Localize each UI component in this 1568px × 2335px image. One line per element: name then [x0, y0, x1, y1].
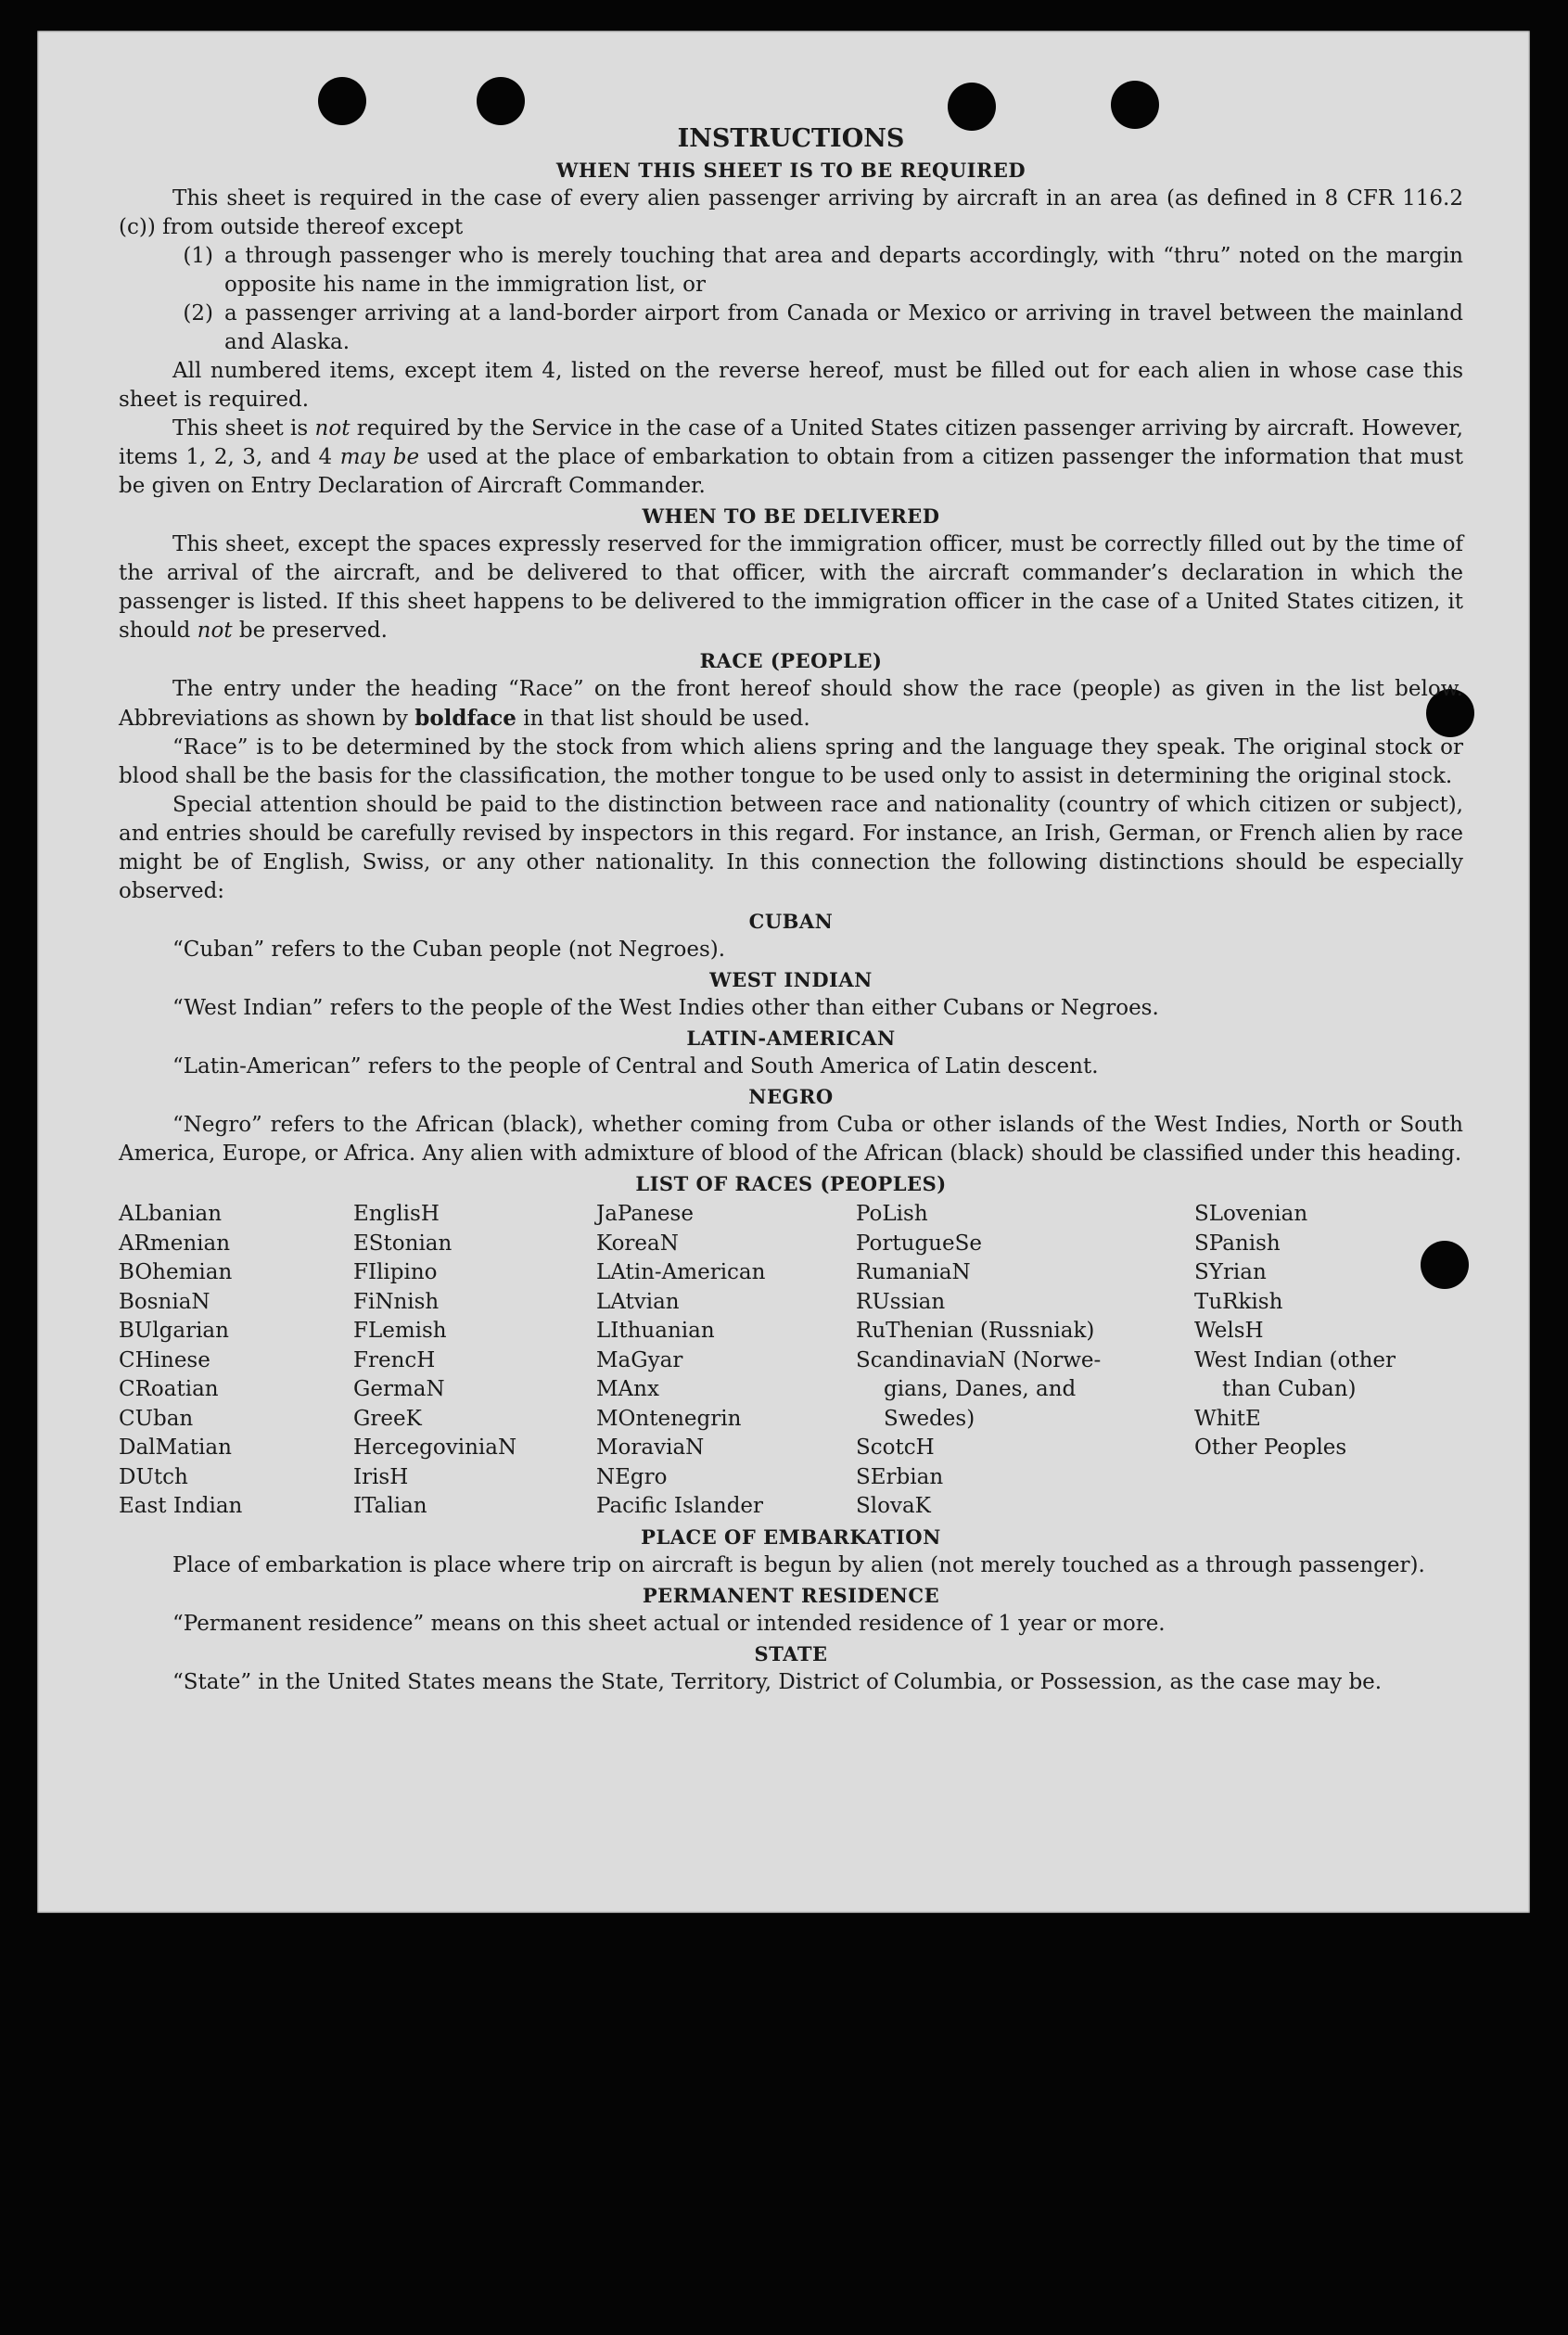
race-entry: LAtin-American — [596, 1260, 766, 1284]
races-column — [856, 1200, 1194, 1522]
race-entry: FLemish — [353, 1319, 447, 1343]
race-entry: BUlgarian — [119, 1319, 229, 1343]
races-table — [119, 1200, 1463, 1522]
race-entry: FrencH — [353, 1347, 436, 1372]
race-entry: GreeK — [353, 1406, 422, 1431]
race-paragraph-2: “Race” is to be determined by the stock from which aliens spring and the language they speak. The original stock or blood shall be the basis for the classification, the mother tongue to be used only to assist in determining the original stock. — [119, 735, 1463, 788]
item-number: (2) — [183, 301, 213, 325]
race-entry: BosniaN — [119, 1289, 210, 1314]
race-entry: PortugueSe — [856, 1231, 982, 1256]
race-entry: CUban — [119, 1406, 194, 1431]
required-intro: This sheet is required in the case of every alien passenger arriving by aircraft in an area (as defined in 8 CFR 116.2 (c)) from outside thereof except — [119, 186, 1463, 239]
heading-cuban: CUBAN — [748, 910, 834, 933]
race-entry: FIlipino — [353, 1260, 438, 1284]
heading-embarkation: PLACE OF EMBARKATION — [641, 1525, 941, 1549]
punch-hole — [318, 77, 366, 125]
race-entry: TuRkish — [1194, 1289, 1283, 1314]
race-entry: ITalian — [353, 1494, 427, 1518]
races-column — [1194, 1200, 1463, 1522]
race-entry: ScandinaviaN (Norwe- — [856, 1347, 1102, 1372]
race-entry: JaPanese — [596, 1202, 694, 1226]
race-entry: RuThenian (Russniak) — [856, 1319, 1095, 1343]
race-entry: Pacific Islander — [596, 1494, 764, 1518]
heading-required: WHEN THIS SHEET IS TO BE REQUIRED — [555, 159, 1026, 182]
race-entry: Swedes) — [884, 1406, 975, 1431]
race-paragraph-1: The entry under the heading “Race” on the front hereof should show the race (people) as given in the list below. Abbreviations as shown by boldface in that list should be used. — [119, 677, 1463, 731]
heading-state: STATE — [754, 1641, 828, 1665]
list-item — [119, 242, 1463, 300]
heading-residence: PERMANENT RESIDENCE — [642, 1583, 940, 1607]
race-entry: LAtvian — [596, 1289, 680, 1314]
race-entry: SYrian — [1194, 1260, 1267, 1284]
heading-race: RACE (PEOPLE) — [699, 649, 883, 672]
required-paragraph-3: This sheet is not required by the Service in the case of a United States citizen passenger arriving by aircraft. However, items 1, 2, 3, and 4 may be used at the place of embarkation to obtain from a citizen passenger the information that must be given on Entry Declaration of Aircraft Commander. — [119, 416, 1464, 498]
race-entry: WhitE — [1194, 1406, 1261, 1431]
race-entry: MoraviaN — [596, 1435, 705, 1460]
race-entry: SlovaK — [856, 1494, 931, 1518]
race-entry: RUssian — [856, 1289, 946, 1314]
embarkation-text: Place of embarkation is place where trip on aircraft is begun by alien (not merely touched as a through passenger). — [172, 1552, 1425, 1577]
race-paragraph-3: Special attention should be paid to the distinction between race and nationality (country of which citizen or subject), and entries should be carefully revised by inspectors in this regard. For instance, an Irish, German, or French alien by race might be of English, Swiss, or any other nationality. In this connection the following distinctions should be especially observed: — [119, 793, 1463, 903]
state-text: “State” in the United States means the State, Territory, District of Columbia, or Possession, as the case may be. — [172, 1669, 1383, 1694]
heading-latin-american: LATIN-AMERICAN — [686, 1027, 896, 1050]
race-entry: EnglisH — [353, 1202, 440, 1226]
race-entry: KoreaN — [596, 1231, 679, 1256]
race-entry: MaGyar — [596, 1347, 683, 1372]
race-entry: MAnx — [596, 1377, 659, 1401]
race-entry: BOhemian — [119, 1260, 233, 1284]
race-entry: East Indian — [119, 1494, 243, 1518]
race-entry: gians, Danes, and — [884, 1377, 1077, 1401]
punch-hole — [1111, 81, 1159, 129]
race-entry: Other Peoples — [1194, 1435, 1347, 1460]
race-entry: GermaN — [353, 1377, 445, 1401]
heading-negro: NEGRO — [748, 1085, 834, 1108]
race-entry: NEgro — [596, 1464, 668, 1489]
races-column — [353, 1200, 596, 1522]
item-text: a passenger arriving at a land-border airport from Canada or Mexico or arriving in travel between the mainland and Alaska. — [224, 301, 1463, 354]
delivered-paragraph: This sheet, except the spaces expressly reserved for the immigration officer, must be correctly filled out by the time of the arrival of the aircraft, and be delivered to that officer, with the aircraft commander’s declaration in which the passenger is listed. If this sheet happens to be delivered to the immigration officer in the case of a United States citizen, it should not be preserved. — [119, 532, 1463, 643]
race-entry: WelsH — [1194, 1319, 1264, 1343]
race-entry: ARmenian — [119, 1231, 231, 1256]
required-paragraph-2: All numbered items, except item 4, listed on the reverse hereof, must be filled out for each alien in whose case this sheet is required. — [119, 359, 1463, 412]
race-entry: RumaniaN — [856, 1260, 971, 1284]
race-entry: DUtch — [119, 1464, 188, 1489]
race-entry: SPanish — [1194, 1231, 1281, 1256]
list-item — [119, 300, 1463, 357]
races-column — [596, 1200, 856, 1522]
item-text: a through passenger who is merely touching that area and departs accordingly, with “thru” noted on the margin opposite his name in the immigration list, or — [224, 244, 1463, 297]
item-number: (1) — [183, 244, 213, 268]
latin-american-text: “Latin-American” refers to the people of Central and South America of Latin descent. — [172, 1054, 1099, 1078]
race-entry: ScotcH — [856, 1435, 935, 1460]
race-entry: CRoatian — [119, 1377, 219, 1401]
races-column — [119, 1200, 353, 1522]
race-entry: MOntenegrin — [596, 1406, 742, 1431]
race-entry: West Indian (other — [1194, 1347, 1396, 1372]
race-entry: DalMatian — [119, 1435, 232, 1460]
race-entry: than Cuban) — [1222, 1377, 1357, 1401]
race-entry: HercegoviniaN — [353, 1435, 517, 1460]
race-entry: SErbian — [856, 1464, 944, 1489]
race-entry: FiNnish — [353, 1289, 440, 1314]
race-entry: CHinese — [119, 1347, 210, 1372]
instructions-content — [119, 123, 1463, 1697]
west-indian-text: “West Indian” refers to the people of the West Indies other than either Cubans or Negroes. — [172, 996, 1159, 1020]
cuban-text: “Cuban” refers to the Cuban people (not Negroes). — [172, 938, 726, 962]
race-entry: PoLish — [856, 1202, 928, 1226]
heading-west-indian: WEST INDIAN — [709, 968, 873, 991]
heading-delivered: WHEN TO BE DELIVERED — [642, 504, 940, 528]
heading-races-list: LIST OF RACES (PEOPLES) — [635, 1172, 947, 1195]
race-entry: IrisH — [353, 1464, 409, 1489]
race-entry: ALbanian — [119, 1202, 223, 1226]
race-entry: LIthuanian — [596, 1319, 715, 1343]
punch-hole — [477, 77, 525, 125]
page-title: INSTRUCTIONS — [677, 124, 905, 153]
negro-text: “Negro” refers to the African (black), whether coming from Cuba or other islands of the West Indies, North or South America, Europe, or Africa. Any alien with admixture of blood of the African (black) should be classified under this heading. — [119, 1113, 1463, 1166]
document-sheet — [37, 31, 1530, 1913]
race-entry: EStonian — [353, 1231, 453, 1256]
residence-text: “Permanent residence” means on this sheet actual or intended residence of 1 year or more. — [172, 1611, 1166, 1636]
race-entry: SLovenian — [1194, 1202, 1308, 1226]
